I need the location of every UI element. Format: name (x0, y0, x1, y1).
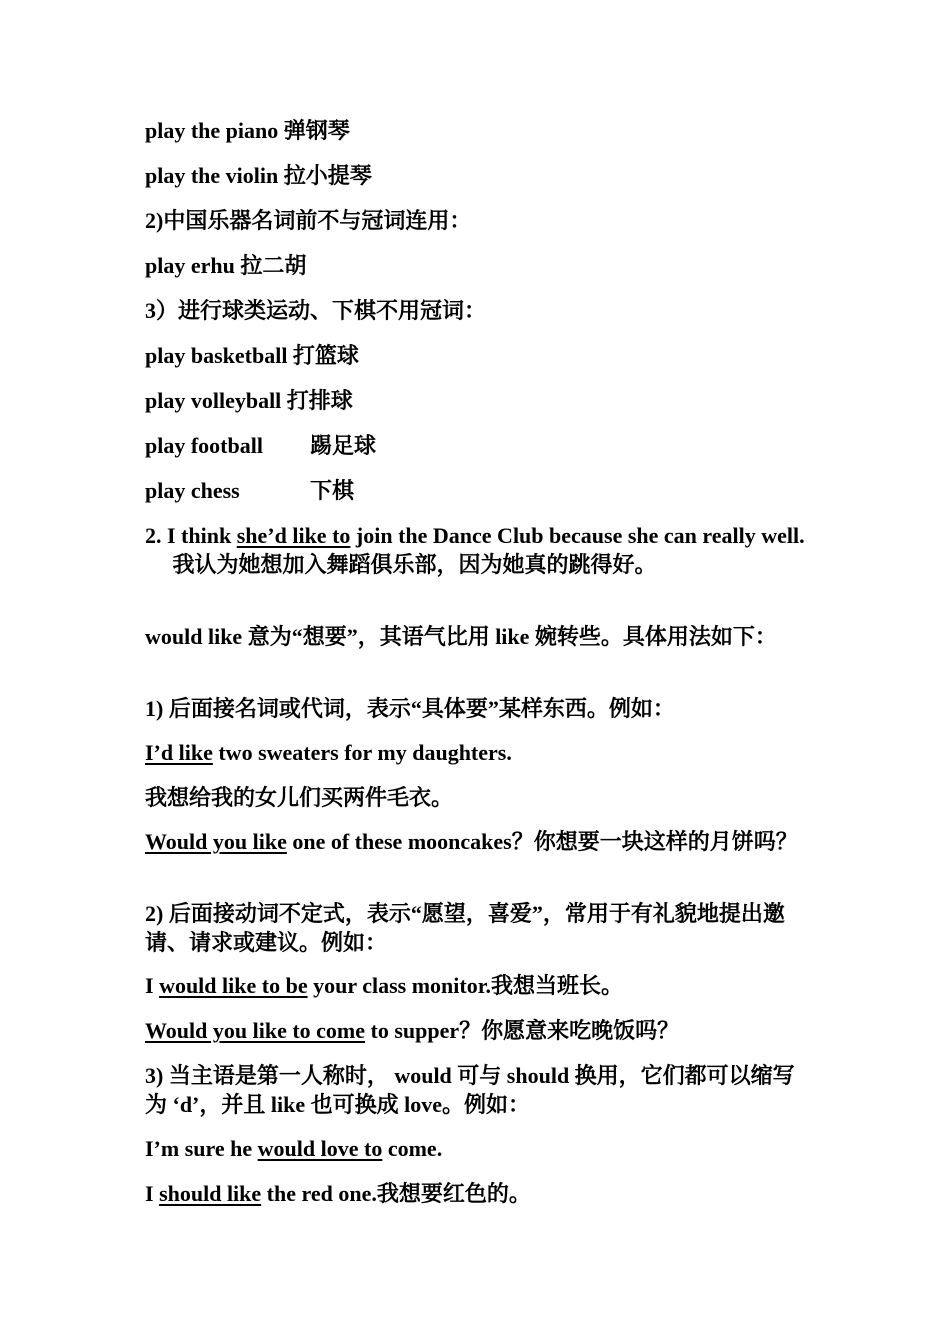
text-span: I (145, 1181, 160, 1206)
chinese-meaning: 踢足球 (310, 433, 377, 458)
underlined-phrase: I’d like (145, 740, 213, 765)
paragraph-usage-2: 2) 后面接动词不定式，表示“愿望，喜爱”，常用于有礼貌地提出邀请、请求或建议。例如： (145, 901, 785, 955)
text-line-football (145, 431, 376, 461)
example-sentence (145, 971, 805, 1000)
text-span: the red one.我想要红色的。 (261, 1181, 531, 1206)
text-line-chess (145, 476, 354, 506)
english-phrase: play football (145, 433, 263, 458)
paragraph-usage-3: 3) 当主语是第一人称时， would 可与 should 换用，它们都可以缩写为 ‘d’，并且 like 也可换成 love。例如： (145, 1063, 795, 1117)
example-translation: 我想给我的女儿们买两件毛衣。 (145, 785, 454, 810)
example-sentence (145, 1134, 805, 1163)
text-span: two sweaters for my daughters. (212, 740, 512, 765)
paragraph-example-2 (145, 521, 805, 579)
underlined-phrase: Would you like to come (145, 1018, 366, 1043)
underlined-phrase: Would you like (145, 829, 287, 854)
text-span: to supper？你愿意来吃晚饭吗？ (365, 1018, 680, 1043)
example-sentence (145, 1179, 805, 1208)
english-phrase: play chess (145, 478, 240, 503)
text-line: play basketball 打篮球 (145, 343, 359, 368)
text-span: I’m sure he (145, 1136, 258, 1161)
underlined-phrase: should like (159, 1181, 262, 1206)
text-line: play the violin 拉小提琴 (145, 163, 372, 188)
example-sentence (145, 1016, 805, 1045)
underlined-phrase: would love to (257, 1136, 383, 1161)
text-span: come. (382, 1136, 443, 1161)
text-span: join the Dance Club because she can really well. 我认为她想加入舞蹈俱乐部，因为她真的跳得好。 (145, 523, 805, 577)
example-sentence (145, 827, 805, 856)
text-line: 3）进行球类运动、下棋不用冠词： (145, 298, 487, 323)
text-line: play erhu 拉二胡 (145, 253, 307, 278)
text-span: 2. I think (145, 523, 237, 548)
text-span: your class monitor.我想当班长。 (307, 973, 623, 998)
text-line: play the piano 弹钢琴 (145, 118, 350, 143)
text-line: 2)中国乐器名词前不与冠词连用： (145, 208, 472, 233)
underlined-phrase: would like to be (159, 973, 308, 998)
text-span: one of these mooncakes？你想要一块这样的月饼吗？ (286, 829, 798, 854)
underlined-phrase: she’d like to (236, 523, 351, 548)
chinese-meaning: 下棋 (310, 478, 355, 503)
paragraph-usage-1: 1) 后面接名词或代词，表示“具体要”某样东西。例如： (145, 696, 675, 721)
example-sentence (145, 738, 805, 767)
text-span: I (145, 973, 160, 998)
paragraph-would-like: would like 意为“想要”，其语气比用 like 婉转些。具体用法如下： (145, 624, 777, 649)
text-line: play volleyball 打排球 (145, 388, 353, 413)
